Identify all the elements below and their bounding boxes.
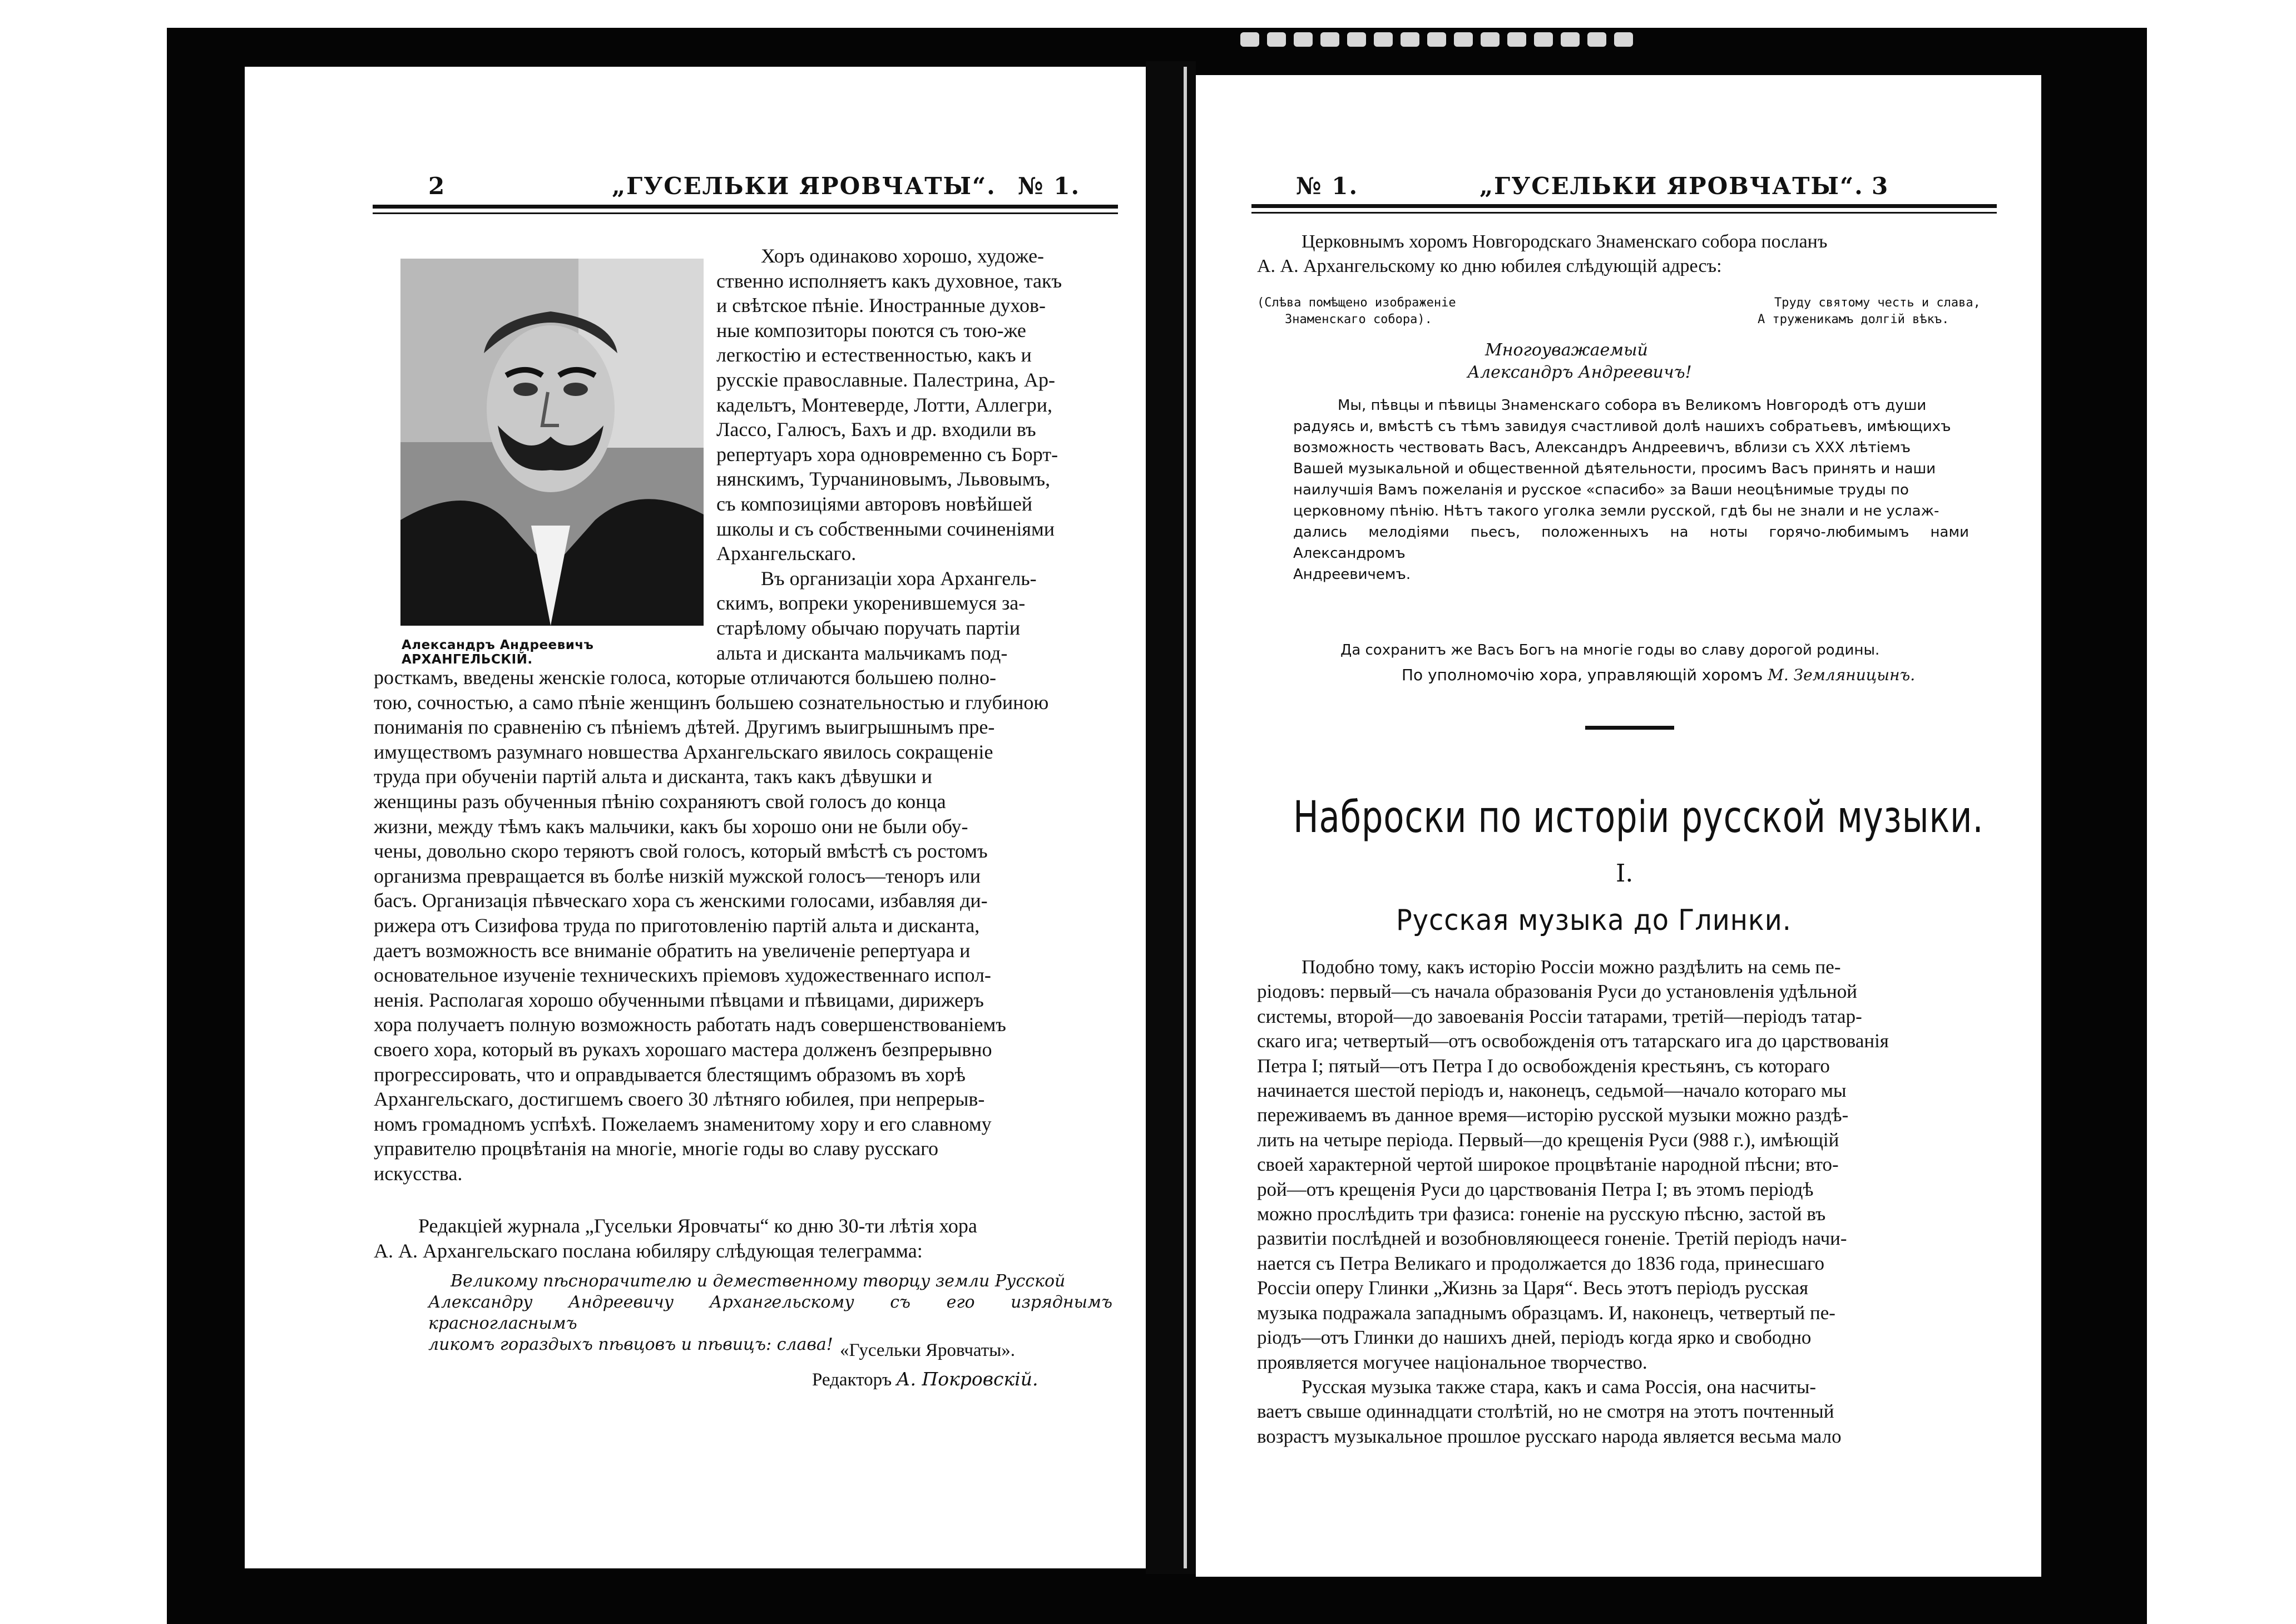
text-line: росткамъ, введены женскіе голоса, которые отличаются большею полно-: [374, 666, 996, 689]
text-line: номъ громадномъ успѣхѣ. Пожелаемъ знаменитому хору и его славному: [374, 1112, 992, 1135]
signature-prefix: По уполномочію хора, управляющій хоромъ: [1402, 666, 1763, 684]
note-line: Знаменскаго собора).: [1285, 313, 1432, 326]
text-line: Андреевичемъ.: [1293, 566, 1411, 583]
text-line: своей характерной чертой широкое процвѣтаніе народной пѣсни; вто-: [1257, 1153, 1839, 1176]
text-line: съ композиціями авторовъ новѣйшей: [716, 492, 1033, 515]
text-line: лить на четыре періода. Первый—до крещенія Руси (988 г.), имѣющій: [1257, 1128, 1839, 1151]
text-line: Россіи оперу Глинки „Жизнь за Царя“. Весь этотъ періодъ русская: [1257, 1277, 1809, 1299]
article-text: [1257, 955, 1986, 1449]
text-line: скаго ига; четвертый—отъ освобожденія отъ татарскаго ига до царствованія: [1257, 1030, 1889, 1052]
text-line: школы и съ собственными сочиненіями: [716, 517, 1055, 540]
text-line: Въ организаціи хора Архангель-: [761, 567, 1037, 590]
text-line: А. А. Архангельскаго послана юбиляру слѣдующая телеграмма:: [374, 1239, 923, 1262]
text-line: имуществомъ разумнаго новшества Архангельскаго явилось сокращеніе: [374, 740, 993, 763]
text-line: наилучшія Вамъ пожеланія и русское «спасибо» за Ваши неоцѣнимые труды по: [1293, 482, 1909, 498]
text-line: нянскимъ, Турчаниновымъ, Львовымъ,: [716, 468, 1051, 491]
salutation-line: Александръ Андреевичъ!: [1467, 363, 1692, 382]
text-line: дались мелодіями пьесъ, положенныхъ на ноты горячо-любимымъ нами Александромъ: [1293, 524, 1969, 562]
left-page: [245, 67, 1146, 1568]
left-header-rule: [373, 205, 1118, 209]
portrait-photo: [400, 259, 704, 626]
address-signature: [1402, 665, 1980, 686]
text-line: русскіе православные. Палестрина, Ар-: [716, 368, 1055, 391]
address-salutation: [1435, 339, 1724, 384]
portrait-caption: Александръ Андреевичъ АРХАНГЕЛЬСКІЙ.: [402, 638, 594, 667]
text-line: басъ. Организація пѣвческаго хора съ женскими голосами, избавляя ди-: [374, 889, 988, 912]
text-line: основательное изученіе техническихъ пріемовъ художественнаго испол-: [374, 964, 991, 987]
text-line: ріодовъ: первый—съ начала образованія Руси до установленія удѣльной: [1257, 981, 1858, 1003]
text-line: альта и дисканта мальчикамъ под-: [716, 641, 1008, 664]
text-line: переживаемъ въ данное время—исторію русской музыки можно раздѣ-: [1257, 1104, 1849, 1126]
text-line: А. А. Архангельскому ко дню юбилея слѣдующій адресъ:: [1257, 256, 1722, 276]
text-line: организма превращается въ болѣе низкій мужской голосъ—теноръ или: [374, 864, 981, 887]
text-line: ненія. Располагая хорошо обученными пѣвцами и пѣвицами, дирижеръ: [374, 988, 984, 1011]
text-line: хора получаетъ полную возможность работать надъ совершенствованіемъ: [374, 1013, 1006, 1036]
section-title: Русская музыка до Глинки.: [1396, 904, 1792, 937]
section-divider: [1585, 726, 1674, 730]
text-line: жизни, между тѣмъ какъ мальчики, какъ бы хорошо они не были обу-: [374, 815, 968, 838]
right-page: [1196, 75, 2041, 1577]
note-line: А труженикамъ долгій вѣкъ.: [1758, 313, 1949, 326]
address-closing: [1340, 640, 1969, 661]
text-line: ваетъ свыше одиннадцати столѣтій, но не смотря на этотъ почтенный: [1257, 1400, 1834, 1423]
text-line: Хоръ одинаково хорошо, художе-: [761, 245, 1045, 267]
note-right: [1758, 295, 1991, 328]
text-line: ные композиторы поются съ тою-же: [716, 319, 1026, 341]
text-line: тою, сочностью, а само пѣніе женщинъ большею сознательностью и глубиною: [374, 691, 1049, 714]
text-line: пониманія по сравненію съ пѣніемъ дѣтей. Другимъ выигрышнымъ пре-: [374, 716, 995, 739]
text-line: ственно исполняетъ какъ духовное, такъ: [716, 269, 1062, 292]
address-body: [1293, 395, 1969, 585]
text-line: женщины разъ обученныя пѣнію сохраняютъ свой голосъ до конца: [374, 790, 946, 813]
signature-name: М. Земляницынъ.: [1768, 666, 1916, 684]
text-line: рижера отъ Сизифова труда по приготовленію партій альта и дисканта,: [374, 914, 980, 937]
left-journal-title: „ГУСЕЛЬКИ ЯРОВЧАТЫ“.: [612, 172, 996, 200]
note-left: [1257, 295, 1456, 328]
text-line: Русская музыка также стара, какъ и сама Россія, она насчиты-: [1302, 1375, 1817, 1398]
text-line: Архангельскаго.: [716, 542, 857, 565]
text-line: нается съ Петра Великаго и продолжается до 1836 года, принесшаго: [1257, 1252, 1825, 1274]
text-line: своего хора, который въ рукахъ хорошаго мастера долженъ безпрерывно: [374, 1038, 992, 1061]
text-line: Лассо, Галюсъ, Бахъ и др. входили въ: [716, 418, 1036, 441]
text-line: труда при обученіи партій альта и дисканта, такъ какъ дѣвушки и: [374, 765, 932, 788]
right-page-number: 3: [1872, 172, 1889, 200]
text-line: начинается шестой періодъ и, наконецъ, седьмой—начало котораго мы: [1257, 1080, 1847, 1102]
left-full-text: [374, 665, 1114, 1186]
scan-noise-top: [1240, 32, 1641, 51]
right-issue-number: № 1.: [1296, 172, 1359, 200]
book-gutter: [1146, 61, 1196, 1574]
telegram-intro: [374, 1214, 1114, 1263]
text-line: Архангельскаго, достигшемъ своего 30 лѣтняго юбилея, при непрерыв-: [374, 1088, 985, 1111]
text-line: проявляется могучее національное творчество.: [1257, 1351, 1647, 1373]
text-line: музыка подражала западнымъ образцамъ. И, наконецъ, четвертый пе-: [1257, 1301, 1835, 1324]
note-line: (Слѣва помѣщено изображеніе: [1257, 296, 1456, 310]
signature-editor: [812, 1368, 1038, 1390]
text-line: системы, второй—до завоеванія Россіи татарами, третій—періодъ татар-: [1257, 1005, 1862, 1027]
salutation-line: Многоуважаемый: [1485, 340, 1648, 360]
section-number: I.: [1616, 859, 1634, 888]
text-line: искусства.: [374, 1162, 463, 1185]
right-journal-title: „ГУСЕЛЬКИ ЯРОВЧАТЫ“.: [1479, 172, 1864, 200]
text-line: Александру Андреевичу Архангельскому съ его изряднымъ красногласнымъ: [428, 1293, 1112, 1333]
text-line: Церковнымъ хоромъ Новгородскаго Знаменскаго собора посланъ: [1302, 231, 1828, 252]
text-line: Вашей музыкальной и общественной дѣятельности, просимъ Васъ принять и наши: [1293, 461, 1936, 477]
text-line: церковному пѣнію. Нѣтъ такого уголка земли русской, гдѣ бы не знали и не услаж-: [1293, 503, 1939, 519]
text-line: управителю процвѣтанія на многіе, многіе годы во славу русскаго: [374, 1137, 939, 1160]
text-line: скимъ, вопреки укоренившемуся за-: [716, 592, 1026, 615]
text-line: Великому пѣснорачителю и демественному творцу земли Русской: [451, 1271, 1066, 1291]
text-line: Петра I; пятый—отъ Петра I до освобожденія крестьянъ, съ котораго: [1257, 1054, 1830, 1077]
text-line: возможность чествовать Васъ, Александръ Андреевичъ, вблизи съ XXX лѣтіемъ: [1293, 439, 1911, 456]
text-line: и свѣтское пѣніе. Иностранные духов-: [716, 294, 1046, 317]
address-intro: [1257, 230, 1991, 279]
left-page-number: 2: [428, 172, 446, 200]
editor-label: Редакторъ: [812, 1370, 892, 1390]
text-line: репертуаръ хора одновременно съ Борт-: [716, 443, 1058, 466]
note-line: Труду святому честь и слава,: [1774, 296, 1981, 310]
article-title: Наброски по исторіи русской музыки.: [1293, 793, 1984, 843]
text-line: даетъ возможность все вниманіе обратить на увеличеніе репертуара и: [374, 939, 971, 962]
text-line: Редакціей журнала „Гусельки Яровчаты“ ко дню 30-ти лѣтія хора: [418, 1215, 977, 1237]
text-line: Мы, пѣвцы и пѣвицы Знаменскаго собора въ Великомъ Новгородѣ отъ души: [1338, 397, 1927, 414]
text-line: чены, довольно скоро теряютъ свой голосъ, который вмѣстѣ съ ростомъ: [374, 840, 988, 863]
text-line: ріодъ—отъ Глинки до нашихъ дней, періодъ когда ярко и свободно: [1257, 1326, 1812, 1349]
text-line: Да сохранитъ же Васъ Богъ на многіе годы во славу дорогой родины.: [1340, 642, 1880, 658]
text-line: ликомъ гораздыхъ пѣвцовъ и пѣвицъ: слава!: [428, 1335, 833, 1354]
text-line: можно прослѣдить три фазиса: гоненіе на русскую пѣсню, застой въ: [1257, 1203, 1826, 1225]
text-line: рой—отъ крещенія Руси до царствованія Петра I; въ этомъ періодѣ: [1257, 1178, 1814, 1200]
text-line: радуясь и, вмѣстѣ съ тѣмъ завидуя счастливой долѣ нашихъ собратьевъ, имѣющихъ: [1293, 418, 1951, 435]
gutter-highlight: [1184, 67, 1187, 1568]
left-column-text: [716, 244, 1083, 665]
text-line: кадельтъ, Монтеверде, Лотти, Аллегри,: [716, 393, 1052, 416]
text-line: Подобно тому, какъ исторію Россіи можно раздѣлить на семь пе-: [1302, 956, 1841, 978]
text-line: прогрессировать, что и оправдывается блестящимъ образомъ въ хорѣ: [374, 1063, 966, 1086]
signature-journal: «Гусельки Яровчаты».: [840, 1340, 1016, 1360]
left-issue-number: № 1.: [1018, 172, 1081, 200]
text-line: развитіи послѣдней и возобновляющееся гоненіе. Третій періодъ начи-: [1257, 1227, 1847, 1250]
editor-name: А. Покровскій.: [896, 1368, 1038, 1390]
right-header-rule: [1251, 204, 1997, 208]
text-line: старѣлому обычаю поручать партіи: [716, 616, 1021, 639]
right-header-rule-thin: [1251, 212, 1997, 214]
text-line: легкостію и естественностью, какъ и: [716, 344, 1032, 367]
text-line: возрастъ музыкальное прошлое русскаго народа является весьма мало: [1257, 1425, 1842, 1447]
left-header-rule-thin: [373, 212, 1118, 214]
